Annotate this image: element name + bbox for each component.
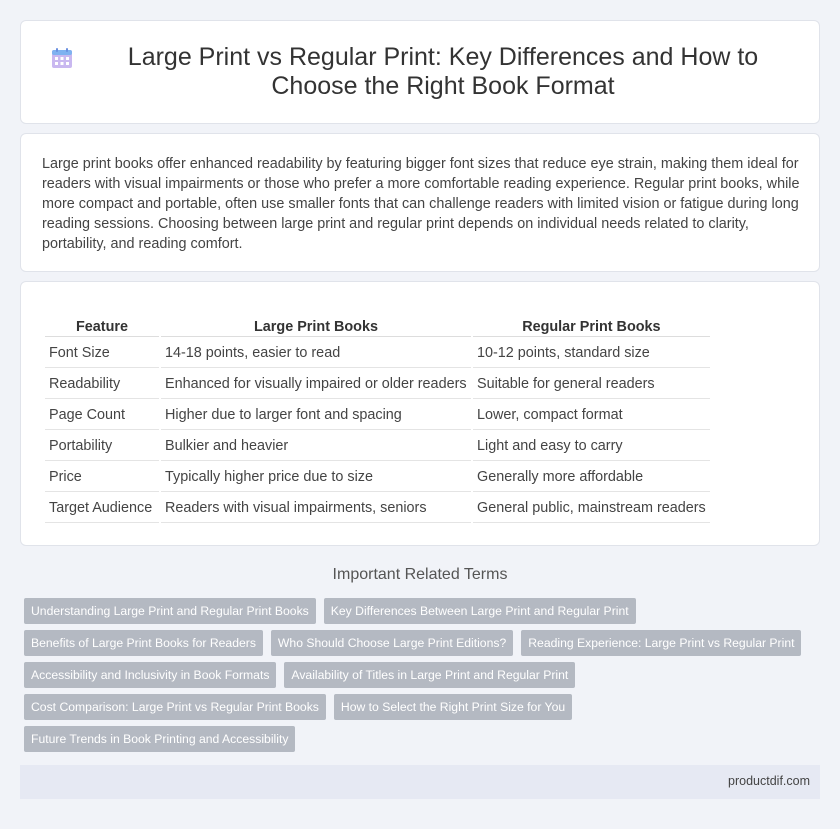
table-cell: Font Size xyxy=(45,339,159,368)
tag-row xyxy=(24,726,804,752)
related-term-tag[interactable]: How to Select the Right Print Size for You xyxy=(334,694,572,720)
table-cell: 14-18 points, easier to read xyxy=(161,339,471,368)
table-row xyxy=(45,432,710,461)
tag-row xyxy=(24,630,804,656)
intro-card xyxy=(20,133,820,272)
table-row xyxy=(45,370,710,399)
header-card xyxy=(20,20,820,124)
related-term-tag[interactable]: Future Trends in Book Printing and Accessibility xyxy=(24,726,295,752)
table-cell: Typically higher price due to size xyxy=(161,463,471,492)
table-cell: Price xyxy=(45,463,159,492)
tag-row xyxy=(24,694,804,720)
table-row xyxy=(45,463,710,492)
footer-site-link[interactable]: productdif.com xyxy=(728,774,810,788)
table-cell: Page Count xyxy=(45,401,159,430)
calendar-icon xyxy=(51,47,73,69)
table-cell: Readability xyxy=(45,370,159,399)
tag-row xyxy=(24,598,804,624)
related-term-tag[interactable]: Who Should Choose Large Print Editions? xyxy=(271,630,513,656)
table-cell: Lower, compact format xyxy=(473,401,710,430)
table-header-cell: Large Print Books xyxy=(161,317,471,337)
comparison-card xyxy=(20,281,820,546)
table-cell: 10-12 points, standard size xyxy=(473,339,710,368)
related-terms-title: Important Related Terms xyxy=(332,566,508,583)
table-row xyxy=(45,339,710,368)
comparison-table xyxy=(43,315,712,525)
related-term-tag[interactable]: Accessibility and Inclusivity in Book Formats xyxy=(24,662,276,688)
page-title: Large Print vs Regular Print: Key Differences and How to Choose the Right Book Format xyxy=(127,43,759,100)
related-term-tag[interactable]: Benefits of Large Print Books for Readers xyxy=(24,630,263,656)
tag-row xyxy=(24,662,804,688)
related-terms-list xyxy=(24,598,804,758)
table-row xyxy=(45,494,710,523)
footer xyxy=(20,765,820,799)
related-term-tag[interactable]: Reading Experience: Large Print vs Regular Print xyxy=(521,630,801,656)
table-row xyxy=(45,401,710,430)
table-cell: Portability xyxy=(45,432,159,461)
table-cell: Light and easy to carry xyxy=(473,432,710,461)
related-term-tag[interactable]: Understanding Large Print and Regular Print Books xyxy=(24,598,316,624)
table-cell: Suitable for general readers xyxy=(473,370,710,399)
table-cell: General public, mainstream readers xyxy=(473,494,710,523)
table-header-cell: Feature xyxy=(45,317,159,337)
table-header-row xyxy=(45,317,710,337)
related-term-tag[interactable]: Cost Comparison: Large Print vs Regular Print Books xyxy=(24,694,326,720)
related-term-tag[interactable]: Key Differences Between Large Print and Regular Print xyxy=(324,598,636,624)
table-header-cell: Regular Print Books xyxy=(473,317,710,337)
table-cell: Bulkier and heavier xyxy=(161,432,471,461)
table-cell: Enhanced for visually impaired or older readers xyxy=(161,370,471,399)
intro-paragraph: Large print books offer enhanced readability by featuring bigger font sizes that reduce eye strain, making them ideal for readers with visual impairments or those who prefer a more comfortable reading experience. Regular print books, while more compact and portable, often use smaller fonts that can challenge readers with limited vision or fatigue during long reading sessions. Choosing between large print and regular print depends on individual needs related to clarity, portability, and reading comfort. xyxy=(42,156,800,252)
table-cell: Target Audience xyxy=(45,494,159,523)
table-cell: Higher due to larger font and spacing xyxy=(161,401,471,430)
table-cell: Generally more affordable xyxy=(473,463,710,492)
table-cell: Readers with visual impairments, seniors xyxy=(161,494,471,523)
related-term-tag[interactable]: Availability of Titles in Large Print and Regular Print xyxy=(284,662,575,688)
